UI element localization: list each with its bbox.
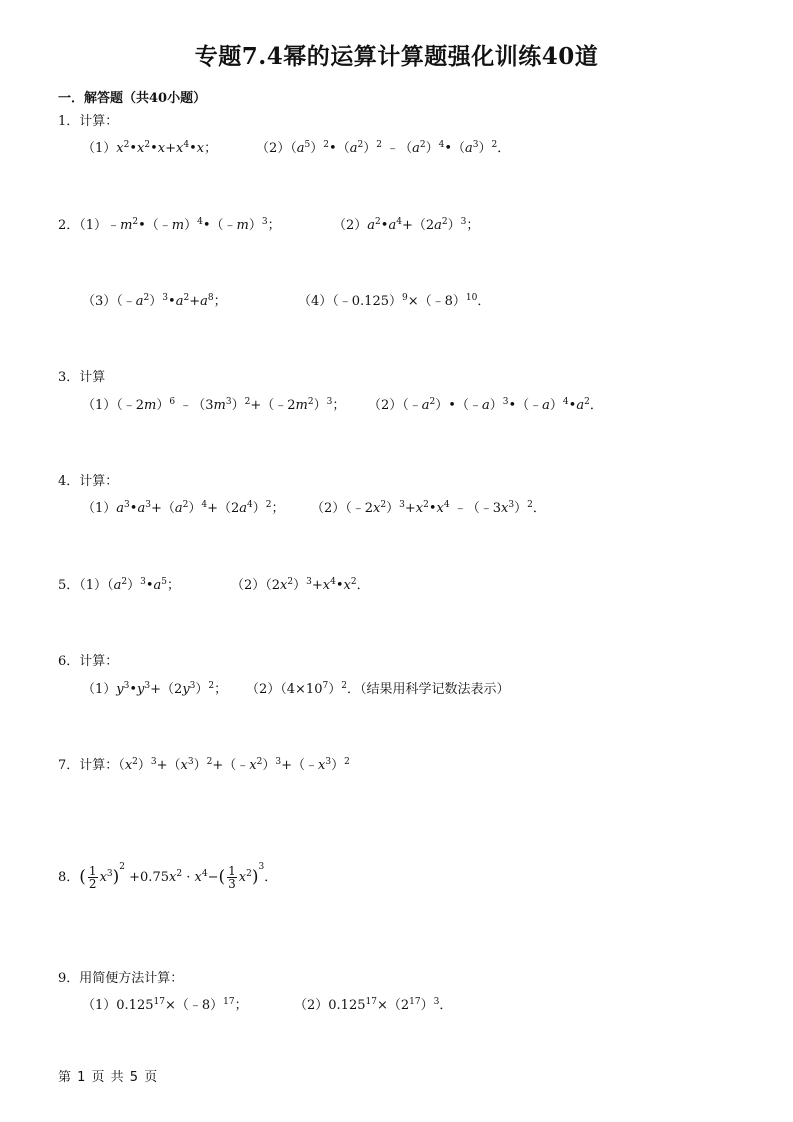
problem-4-part-1: $(1)a^3•a^3+(a^2)^4+(2a^4)^2$； [82,500,285,516]
problem-2-part-4: （4）（﹣0.125）$^9$×（﹣8）$^{10}$． [298,293,491,309]
problem-6-note: （结果用科学记数法表示） [359,682,510,697]
problem-1-number: 1． [58,114,80,129]
problem-4-label: 计算： [79,474,119,489]
problem-9-label: 用简便方法计算： [79,971,184,986]
problem-3-label: 计算 [79,370,106,385]
problem-4-header [58,473,118,491]
problem-6-header [58,653,118,671]
problem-2-part-3: $(3)(﹣a^2)^3•a^2+a^8$； [82,293,227,309]
problem-2-part-1: 2．$(1)﹣m^2•(﹣m)^4•(﹣m)^3$； [58,217,281,233]
fraction-one-third: $\frac{1}{3}$ [228,864,236,891]
problem-4-number: 4． [58,474,80,489]
section-heading: 一．解答题（共40小题） [58,91,207,106]
problem-1-label: 计算： [79,114,119,129]
problem-6-part-1: $(1)y^3•y^3+(2y^3)^2$； [82,681,228,697]
problem-3-part-2: $(2)(﹣a^2)•(﹣a)^3•(﹣a)^4•a^2$． [368,397,603,413]
problem-5-part-1: 5．$(1)(a^2)^3•a^5$； [58,577,180,593]
fraction-one-half: $\frac{1}{2}$ [88,864,97,891]
page-title: 专题7.4幂的运算计算题强化训练40道 [194,43,599,70]
problem-9-part-2: $(2)0.125^{17}\times(2^{17})^3$． [294,997,453,1013]
problem-1-header [58,113,118,131]
problem-4-part-2: $(2)(﹣2x^2)^3+x^2•x^4$ $﹣(﹣3x^3)^2$． [311,500,546,516]
problem-7-label: 计算： [79,758,119,773]
problem-3-part-1: （1）（﹣2m）$^6$ $﹣(3m^3)^2+(﹣2m^2)^3$； [82,397,346,413]
page-footer: 第 1 页 共 5 页 [58,1070,159,1085]
problem-9-part-1: $(1)0.125^{17}\times(﹣8)^{17}$； [82,997,248,1013]
problem-2-part-2: $(2)a^2•a^4+(2a^2)^3$； [333,217,480,233]
problem-5-part-2: $(2)(2x^2)^3+x^4•x^2$． [231,577,370,593]
problem-6-number: 6． [58,654,80,669]
problem-6-part-2: $(2)(4\times 10^7)^2$．（结果用科学记数法表示） [246,681,510,697]
problem-3-header [58,369,105,387]
problem-9-number: 9． [58,971,80,986]
problem-2-number: 2． [58,218,80,233]
problem-7-number: 7． [58,758,80,773]
problem-7: 7．计算：$(x^2)^3+(x^3)^2+(﹣x^2)^3+(﹣x^3)^2$ [58,757,350,773]
problem-5-number: 5． [58,578,80,593]
problem-1-part-1: $(1)x^2•x^2•x+x^4•x$； [82,140,218,156]
problem-1-part-2: $(2)(a^5)^2•(a^2)^2$ $﹣(a^2)^4•(a^3)^2$． [256,140,511,156]
problem-8: 8．( $\frac{1}{2}$ $x^3)^2 +0.75x^2 \cdot x^4-$( $\frac{1}{3}$ $x^2)^3$． [58,862,278,891]
problem-9-header [58,970,183,988]
problem-8-number: 8． [58,870,80,885]
problem-3-number: 3． [58,370,80,385]
problem-6-label: 计算： [79,654,119,669]
